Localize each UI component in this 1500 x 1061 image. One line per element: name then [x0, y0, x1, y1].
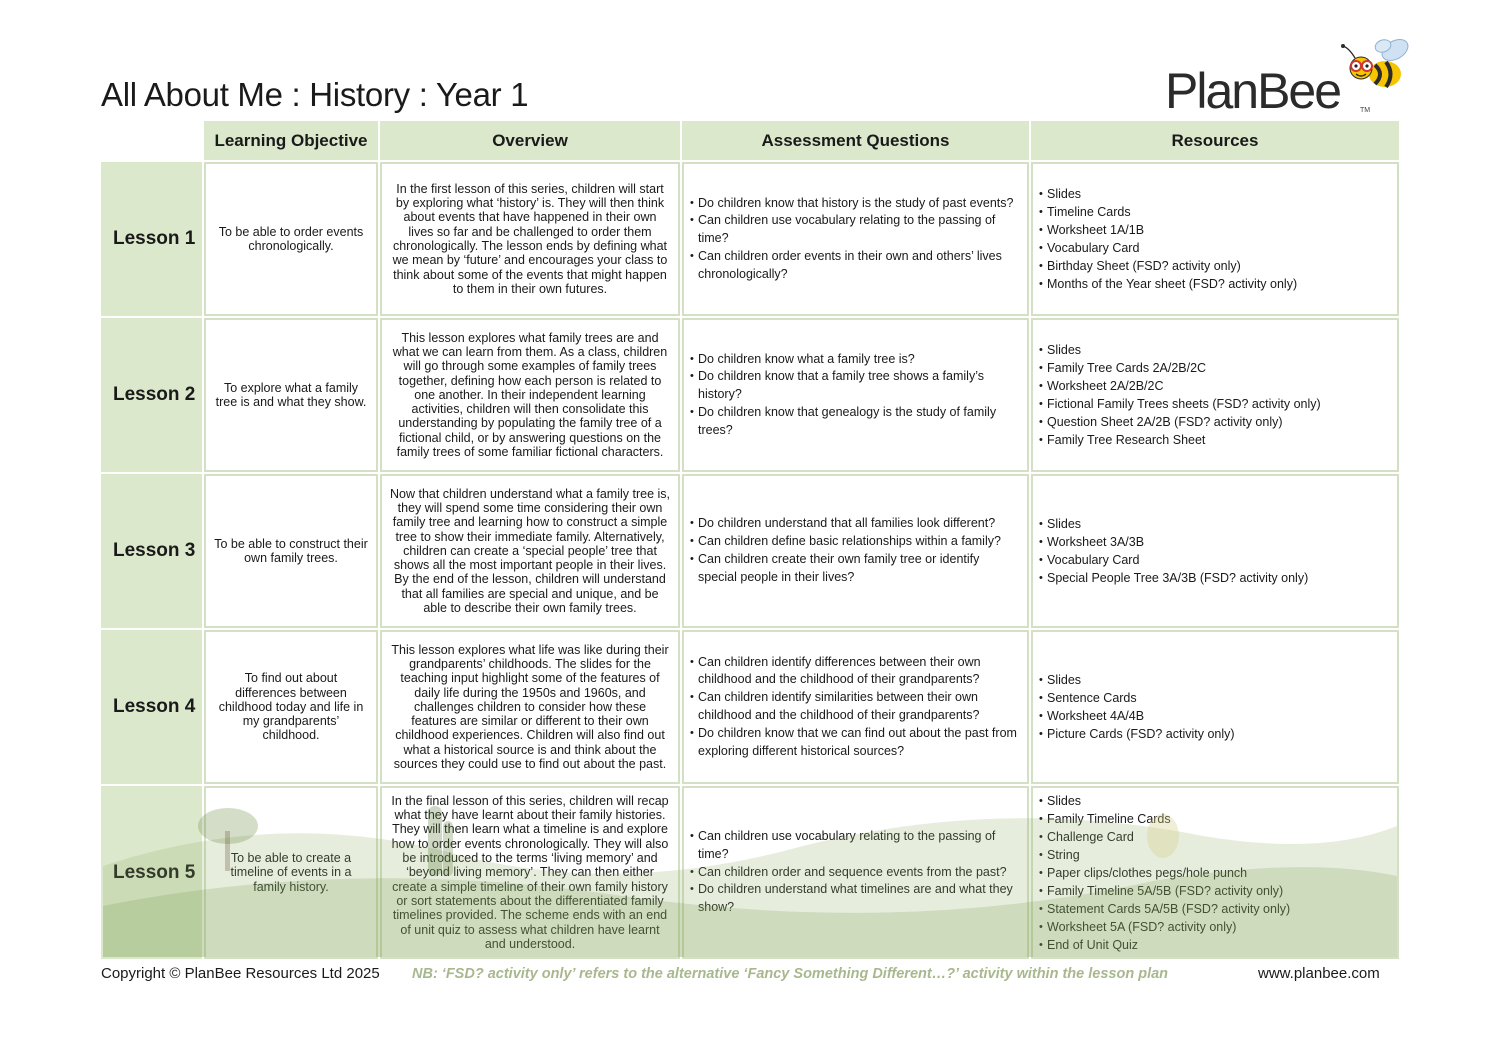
resource-item: • Worksheet 2A/2B/2C — [1039, 377, 1391, 395]
column-header-overview: Overview — [380, 121, 680, 160]
question-item: • Do children know that genealogy is the study of family trees? — [690, 404, 1021, 440]
website-link[interactable]: www.planbee.com — [1258, 965, 1380, 982]
resource-item: • Birthday Sheet (FSD? activity only) — [1039, 257, 1391, 275]
resource-item: • Slides — [1039, 671, 1391, 689]
resource-item: • Statement Cards 5A/5B (FSD? activity only) — [1039, 900, 1391, 918]
question-item: • Can children order and sequence events from the past? — [690, 864, 1021, 882]
lesson-overview: This lesson explores what family trees are and what we can learn from them. As a class, children will go through some examples of family trees together, defining how each person is related to one another. In their independent learning activities, children will then consolidate this understanding by populating the family tree of a fictional child, or by answering questions on the family trees of some familiar fictional characters. — [380, 318, 680, 472]
resource-item: • Family Tree Research Sheet — [1039, 431, 1391, 449]
question-item: • Do children know that we can find out about the past from exploring different historical sources? — [690, 725, 1021, 761]
question-item: • Do children understand that all families look different? — [690, 515, 1021, 533]
resource-item: • Worksheet 1A/1B — [1039, 221, 1391, 239]
resources-list — [1031, 318, 1399, 472]
lesson-plan-table — [101, 121, 1399, 959]
resource-item: • Family Timeline Cards — [1039, 810, 1391, 828]
learning-objective: To explore what a family tree is and what they show. — [204, 318, 378, 472]
question-item: • Can children identify differences between their own childhood and the childhood of their grandparents? — [690, 654, 1021, 690]
assessment-questions — [682, 630, 1029, 784]
resources-list — [1031, 630, 1399, 784]
resource-item: • Family Timeline 5A/5B (FSD? activity only) — [1039, 882, 1391, 900]
resource-item: • Question Sheet 2A/2B (FSD? activity only) — [1039, 413, 1391, 431]
assessment-questions — [682, 474, 1029, 628]
column-header-resources: Resources — [1031, 121, 1399, 160]
resource-item: • Family Tree Cards 2A/2B/2C — [1039, 359, 1391, 377]
resources-list — [1031, 786, 1399, 959]
learning-objective: To be able to construct their own family trees. — [204, 474, 378, 628]
page-title: All About Me : History : Year 1 — [101, 76, 529, 113]
resource-item: • Special People Tree 3A/3B (FSD? activity only) — [1039, 569, 1391, 587]
resource-item: • Slides — [1039, 792, 1391, 810]
copyright-text: Copyright © PlanBee Resources Ltd 2025 — [101, 965, 380, 982]
question-item: • Do children know that history is the study of past events? — [690, 195, 1021, 213]
lesson-label: Lesson 3 — [101, 474, 202, 628]
logo-wordmark: PlanBee — [1165, 63, 1341, 119]
resource-item: • Slides — [1039, 515, 1391, 533]
resource-item: • End of Unit Quiz — [1039, 936, 1391, 954]
resources-list — [1031, 162, 1399, 316]
planbee-logo — [1165, 36, 1415, 120]
fsd-note: NB: ‘FSD? activity only’ refers to the alternative ‘Fancy Something Different…?’ activity within the lesson plan — [412, 966, 1169, 982]
resource-item: • Challenge Card — [1039, 828, 1391, 846]
lesson-label: Lesson 1 — [101, 162, 202, 316]
lesson-label: Lesson 2 — [101, 318, 202, 472]
column-header-objective: Learning Objective — [204, 121, 378, 160]
assessment-questions — [682, 786, 1029, 959]
resource-item: • Paper clips/clothes pegs/hole punch — [1039, 864, 1391, 882]
question-item: • Can children create their own family tree or identify special people in their lives? — [690, 551, 1021, 587]
lesson-label: Lesson 4 — [101, 630, 202, 784]
bee-icon — [1325, 36, 1415, 96]
resource-item: • Vocabulary Card — [1039, 239, 1391, 257]
lesson-overview: This lesson explores what life was like during their grandparents’ childhoods. The slides for the teaching input highlight some of the features of daily life during the 1950s and 1960s, and challenges children to consider how these features are similar or different to their own childhood experiences. Children will also find out what a historical source is and think about the sources they could use to find out about the past. — [380, 630, 680, 784]
question-item: • Can children order events in their own and others’ lives chronologically? — [690, 248, 1021, 284]
lesson-overview: In the first lesson of this series, children will start by exploring what ‘history’ is. They will then think about events that have happened in their own lives so far and be challenged to order them chronologically. The lesson ends by defining what we mean by ‘future’ and encourages your class to think about some of the events that might happen to them in their own futures. — [380, 162, 680, 316]
resource-item: • Slides — [1039, 185, 1391, 203]
resource-item: • Timeline Cards — [1039, 203, 1391, 221]
resources-list — [1031, 474, 1399, 628]
resource-item: • Worksheet 4A/4B — [1039, 707, 1391, 725]
question-item: • Can children use vocabulary relating to the passing of time? — [690, 212, 1021, 248]
column-header-assessment: Assessment Questions — [682, 121, 1029, 160]
learning-objective: To be able to create a timeline of events in a family history. — [204, 786, 378, 959]
resource-item: • Months of the Year sheet (FSD? activity only) — [1039, 275, 1391, 293]
resource-item: • Vocabulary Card — [1039, 551, 1391, 569]
lesson-label: Lesson 5 — [101, 786, 202, 959]
resource-item: • Worksheet 5A (FSD? activity only) — [1039, 918, 1391, 936]
question-item: • Can children use vocabulary relating to the passing of time? — [690, 828, 1021, 864]
question-item: • Can children define basic relationships within a family? — [690, 533, 1021, 551]
question-item: • Do children understand what timelines are and what they show? — [690, 881, 1021, 917]
assessment-questions — [682, 162, 1029, 316]
learning-objective: To be able to order events chronologically. — [204, 162, 378, 316]
question-item: • Do children know that a family tree shows a family’s history? — [690, 368, 1021, 404]
lesson-overview: Now that children understand what a family tree is, they will spend some time considering their own family tree and learning how to construct a simple tree to show their immediate family. Alternatively, children can create a ‘special people’ tree that shows all the most important people in their lives. By the end of the lesson, children will understand that all families are special and unique, and be able to describe their own family trees. — [380, 474, 680, 628]
lesson-overview: In the final lesson of this series, children will recap what they have learnt about their family histories. They will then learn what a timeline is and explore how to order events chronologically. They will also be introduced to the terms ‘living memory’ and ‘beyond living memory’. They can then either create a simple timeline of their own family history or sort statements about the differentiated family timelines provided. The scheme ends with an end of unit quiz to assess what children have learnt and understood. — [380, 786, 680, 959]
resource-item: • String — [1039, 846, 1391, 864]
resource-item: • Slides — [1039, 341, 1391, 359]
question-item: • Do children know what a family tree is? — [690, 351, 1021, 369]
resource-item: • Worksheet 3A/3B — [1039, 533, 1391, 551]
logo-trademark: TM — [1360, 107, 1371, 114]
resource-item: • Sentence Cards — [1039, 689, 1391, 707]
resource-item: • Fictional Family Trees sheets (FSD? activity only) — [1039, 395, 1391, 413]
question-item: • Can children identify similarities between their own childhood and the childhood of their grandparents? — [690, 689, 1021, 725]
resource-item: • Picture Cards (FSD? activity only) — [1039, 725, 1391, 743]
learning-objective: To find out about differences between childhood today and life in my grandparents’ childhood. — [204, 630, 378, 784]
assessment-questions — [682, 318, 1029, 472]
